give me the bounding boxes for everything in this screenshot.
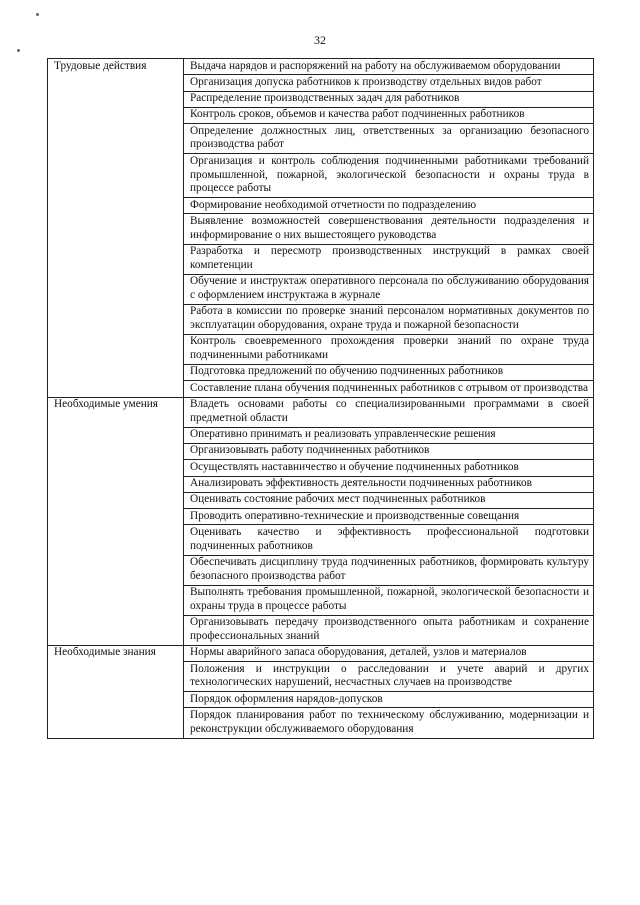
requirement-cell: Обучение и инструктаж оперативного персонала по обслуживанию оборудования с оформлением инструктажа в журнале	[184, 274, 594, 304]
requirement-cell: Оценивать состояние рабочих мест подчиненных работников	[184, 492, 594, 508]
requirement-cell: Порядок оформления нарядов-допусков	[184, 692, 594, 708]
requirement-cell: Оперативно принимать и реализовать управленческие решения	[184, 427, 594, 443]
scan-speck	[36, 13, 39, 16]
requirement-cell: Владеть основами работы со специализированными программами в своей предметной области	[184, 397, 594, 427]
requirement-cell: Подготовка предложений по обучению подчиненных работников	[184, 364, 594, 380]
scan-speck	[17, 49, 20, 52]
requirement-cell: Положения и инструкции о расследовании и учете аварий и других технологических нарушений, несчастных случаев на производстве	[184, 662, 594, 692]
section-title: Необходимые умения	[48, 397, 184, 645]
requirement-cell: Организация допуска работников к производству отдельных видов работ	[184, 75, 594, 91]
requirement-cell: Осуществлять наставничество и обучение подчиненных работников	[184, 460, 594, 476]
requirement-cell: Проводить оперативно-технические и производственные совещания	[184, 509, 594, 525]
requirement-cell: Выполнять требования промышленной, пожарной, экологической безопасности и охраны труда в процессе работы	[184, 585, 594, 615]
requirement-cell: Оценивать качество и эффективность профессиональной подготовки подчиненных работников	[184, 525, 594, 555]
requirement-cell: Определение должностных лиц, ответственных за организацию безопасного производства работ	[184, 124, 594, 154]
table-row	[48, 397, 594, 427]
page-number: 32	[314, 33, 326, 47]
requirement-cell: Организовывать работу подчиненных работников	[184, 443, 594, 459]
requirement-cell: Порядок планирования работ по техническому обслуживанию, модернизации и реконструкции обслуживаемого оборудования	[184, 708, 594, 738]
requirement-cell: Работа в комиссии по проверке знаний персоналом нормативных документов по эксплуатации оборудования, охране труда и пожарной безопасности	[184, 304, 594, 334]
requirement-cell: Выдача нарядов и распоряжений на работу на обслуживаемом оборудовании	[184, 59, 594, 75]
requirement-cell: Разработка и пересмотр производственных инструкций в рамках своей компетенции	[184, 244, 594, 274]
requirement-cell: Организовывать передачу производственного опыта работникам и сохранение профессиональных знаний	[184, 615, 594, 645]
section-title: Необходимые знания	[48, 645, 184, 738]
requirement-cell: Выявление возможностей совершенствования деятельности подразделения и информирование о них вышестоящего руководства	[184, 214, 594, 244]
requirement-cell: Анализировать эффективность деятельности подчиненных работников	[184, 476, 594, 492]
requirement-cell: Обеспечивать дисциплину труда подчиненных работников, формировать культуру безопасного производства работ	[184, 555, 594, 585]
requirement-cell: Составление плана обучения подчиненных работников с отрывом от производства	[184, 381, 594, 397]
table-row	[48, 645, 594, 661]
table-row	[48, 59, 594, 75]
section-title: Трудовые действия	[48, 59, 184, 398]
requirement-cell: Организация и контроль соблюдения подчиненными работниками требований промышленной, пожарной, экологической безопасности и охраны труда в процессе работы	[184, 154, 594, 198]
requirement-cell: Контроль своевременного прохождения проверки знаний по охране труда подчиненными работниками	[184, 334, 594, 364]
requirement-cell: Нормы аварийного запаса оборудования, деталей, узлов и материалов	[184, 645, 594, 661]
requirement-cell: Формирование необходимой отчетности по подразделению	[184, 198, 594, 214]
requirement-cell: Контроль сроков, объемов и качества работ подчиненных работников	[184, 107, 594, 123]
competency-table	[47, 58, 594, 739]
requirement-cell: Распределение производственных задач для работников	[184, 91, 594, 107]
